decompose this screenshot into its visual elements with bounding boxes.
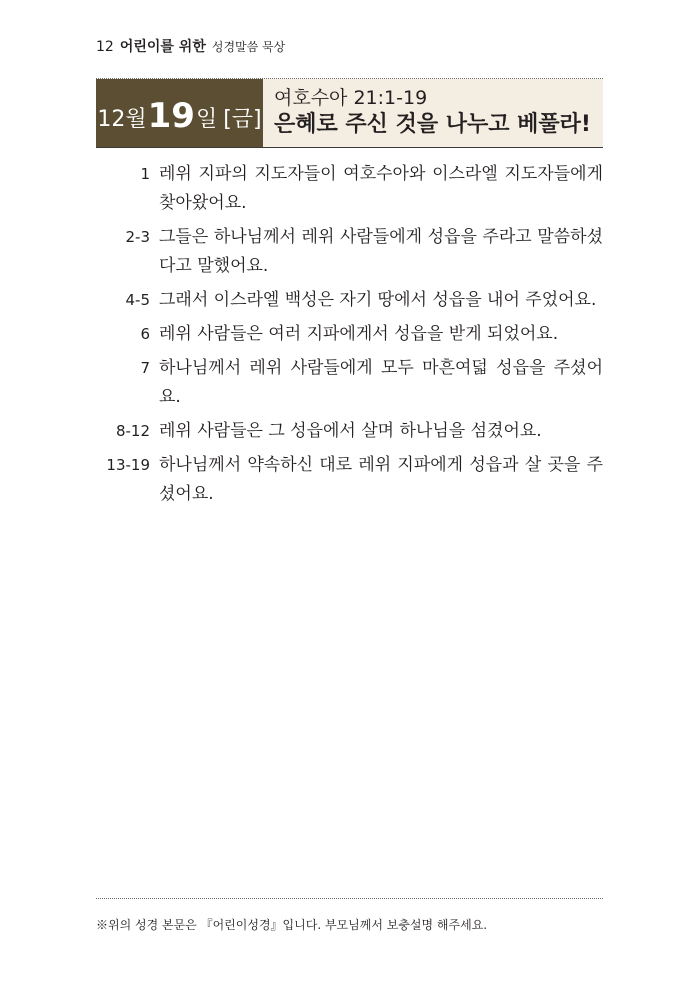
verse-text: 그래서 이스라엘 백성은 자기 땅에서 성읍을 내어 주었어요. xyxy=(159,290,597,310)
verse-item xyxy=(96,223,603,281)
date-day: 19 xyxy=(147,96,195,136)
verse-text: 하나님께서 약속하신 대로 레위 지파에게 성읍과 살 곳을 주셨어요. xyxy=(159,455,603,504)
devotion-title: 은혜로 주신 것을 나누고 베풀라! xyxy=(274,112,591,137)
verse-item xyxy=(96,286,603,315)
devotion-header xyxy=(96,78,603,148)
verse-text: 레위 사람들은 그 성읍에서 살며 하나님을 섬겼어요. xyxy=(159,421,542,441)
date-month: 12월 xyxy=(97,107,147,132)
verse-text: 그들은 하나님께서 레위 사람들에게 성읍을 주라고 말씀하셨다고 말했어요. xyxy=(159,227,603,276)
verse-item xyxy=(96,160,603,218)
verse-text: 레위 지파의 지도자들이 여호수아와 이스라엘 지도자들에게 찾아왔어요. xyxy=(159,164,603,213)
verse-number: 6 xyxy=(140,325,150,343)
verse-number: 8-12 xyxy=(115,422,150,440)
title-box xyxy=(263,79,603,147)
verse-number: 7 xyxy=(140,359,150,377)
page-number: 12 xyxy=(96,39,114,55)
verse-number: 13-19 xyxy=(106,456,150,474)
verse-text: 레위 사람들은 여러 지파에게서 성읍을 받게 되었어요. xyxy=(159,324,559,344)
date-weekday: [금] xyxy=(223,107,262,132)
book-title: 어린이를 위한 xyxy=(119,39,206,55)
book-subtitle: 성경말씀 묵상 xyxy=(211,40,286,54)
verse-list xyxy=(96,160,603,514)
verse-text: 하나님께서 레위 사람들에게 모두 마흔여덟 성읍을 주셨어요. xyxy=(159,358,603,407)
verse-number: 2-3 xyxy=(125,228,150,246)
date-day-unit: 일 xyxy=(195,107,218,132)
verse-item xyxy=(96,320,603,349)
running-head xyxy=(96,36,285,58)
verse-item xyxy=(96,354,603,412)
date-box xyxy=(96,79,263,147)
verse-number: 4-5 xyxy=(125,291,150,309)
footnote: ※위의 성경 본문은 『어린이성경』입니다. 부모님께서 보충설명 해주세요. xyxy=(96,918,488,932)
verse-item xyxy=(96,417,603,446)
verse-number: 1 xyxy=(140,165,150,183)
verse-item xyxy=(96,451,603,509)
footer-divider xyxy=(96,898,603,899)
scripture-reference: 여호수아 21:1-19 xyxy=(274,87,428,109)
